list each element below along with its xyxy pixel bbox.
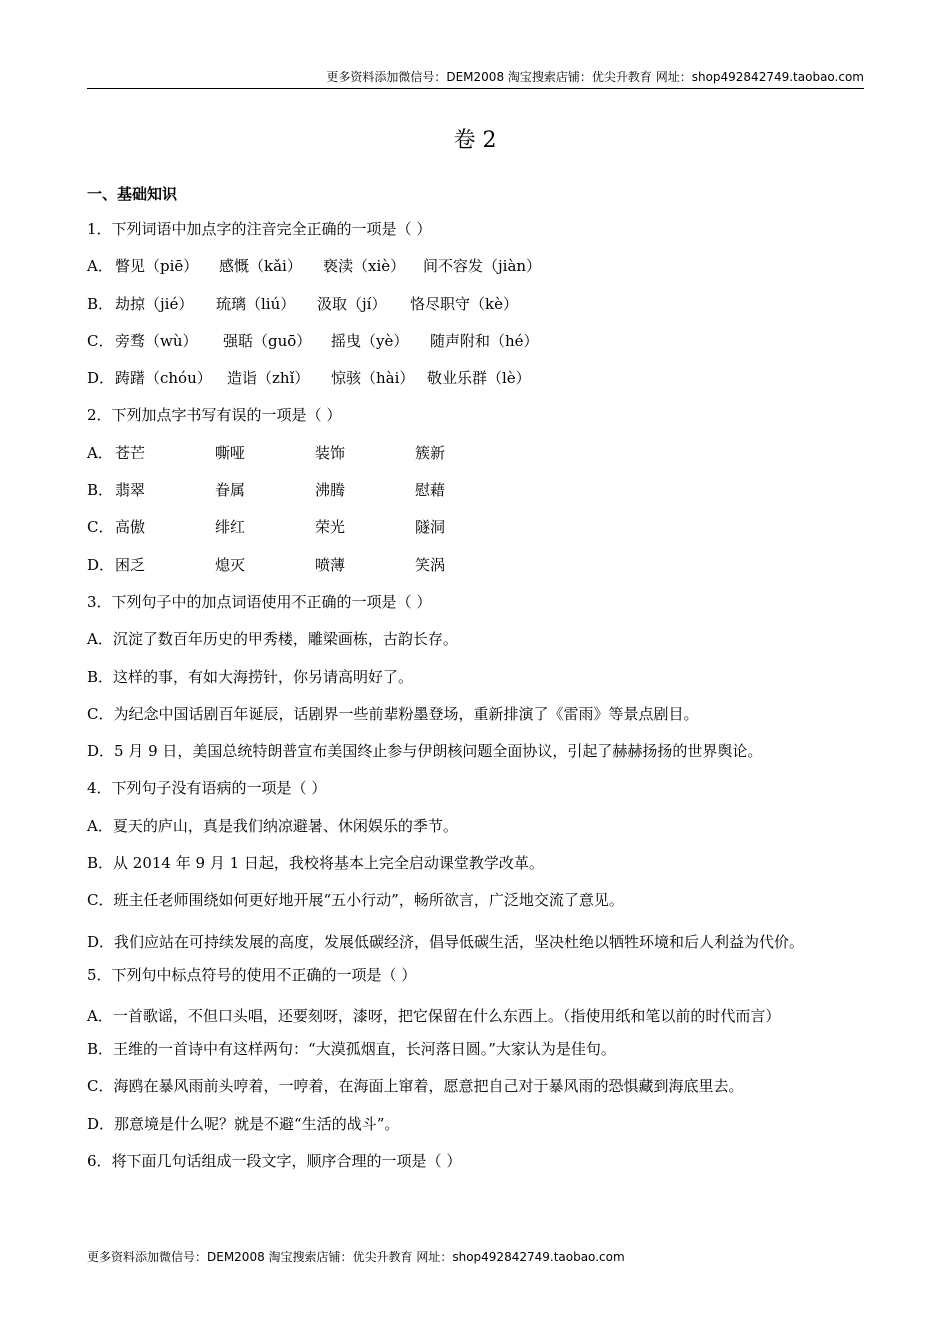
option-item: 慰藉 [415, 481, 446, 500]
q2-option-a [87, 439, 857, 467]
header-text: 更多资料添加微信号：DEM2008 淘宝搜索店铺：优尖升教育 网址：shop492842749.taobao.com [326, 70, 864, 84]
option-label: C． [87, 518, 114, 537]
option-item: 汲取（jí） [317, 294, 387, 313]
option-item: 惊骇（hài） [331, 369, 415, 388]
q4-option-d: D．我们应站在可持续发展的高度，发展低碳经济，倡导低碳生活，坚决杜绝以牺牲环境和后人利益为代价。 [87, 932, 805, 951]
q5-option-b: B．王维的一首诗中有这样两句：“大漠孤烟直，长河落日圆。”大家认为是佳句。 [87, 1039, 616, 1058]
q5-option-c: C．海鸥在暴风雨前头哼着，一哼着，在海面上窜着，愿意把自己对于暴风雨的恐惧藏到海底里去。 [87, 1077, 744, 1096]
q2-option-c [87, 513, 857, 541]
q3-option-d: D．5 月 9 日，美国总统特朗普宣布美国终止参与伊朗核问题全面协议，引起了赫赫扬扬的世界舆论。 [87, 742, 763, 761]
option-item: 强聒（guō） [223, 331, 312, 350]
q5-option-a: A．一首歌谣，不但口头唱，还要刻呀，漆呀，把它保留在什么东西上。（指使用纸和笔以前的时代而言） [87, 1006, 781, 1025]
q1-option-b [87, 290, 857, 318]
option-item: 感慨（kǎi） [219, 257, 302, 276]
option-item: 绯红 [215, 518, 246, 537]
q4-option-b: B．从 2014 年 9 月 1 日起，我校将基本上完全启动课堂教学改革。 [87, 854, 544, 873]
q2-option-d [87, 551, 857, 579]
option-label: D． [87, 369, 115, 388]
option-item: 熄灭 [215, 555, 246, 574]
q3-option-a: A．沉淀了数百年历史的甲秀楼，雕梁画栋，古韵长存。 [87, 630, 458, 649]
option-item: 间不容发（jiàn） [423, 257, 542, 276]
option-item: 嘶哑 [215, 443, 246, 462]
page-title: 卷 2 [453, 128, 497, 153]
option-label: B． [87, 294, 114, 313]
option-label: A． [87, 443, 113, 462]
option-item: 笑涡 [415, 555, 446, 574]
option-item: 隧洞 [415, 518, 446, 537]
option-item: 随声附和（hé） [430, 331, 539, 350]
q2-option-b [87, 476, 857, 504]
q4-option-c: C．班主任老师围绕如何更好地开展“五小行动”，畅所欲言，广泛地交流了意见。 [87, 891, 624, 910]
option-item: 困乏 [115, 555, 146, 574]
option-item: 恪尽职守（kè） [410, 294, 518, 313]
q3-stem: 3．下列句子中的加点词语使用不正确的一项是（ ） [87, 592, 432, 611]
option-item: 装饰 [315, 443, 346, 462]
q5-stem: 5．下列句中标点符号的使用不正确的一项是（ ） [87, 965, 417, 984]
option-item: 眷属 [215, 481, 246, 500]
page-header [87, 68, 864, 89]
q1-stem: 1．下列词语中加点字的注音完全正确的一项是（ ） [87, 220, 432, 238]
q5-option-d: D．那意境是什么呢？就是不避“生活的战斗”。 [87, 1114, 400, 1133]
q2-stem: 2．下列加点字书写有误的一项是（ ） [87, 406, 342, 425]
option-item: 沸腾 [315, 481, 346, 500]
option-item: 琉璃（liú） [216, 294, 296, 313]
q3-option-c: C．为纪念中国话剧百年诞辰，话剧界一些前辈粉墨登场，重新排演了《雷雨》等景点剧目。 [87, 704, 699, 723]
option-label: C． [87, 331, 114, 350]
option-item: 喷薄 [315, 555, 346, 574]
q1-option-c [87, 327, 857, 355]
option-item: 劫掠（jié） [115, 294, 194, 313]
footer-text: 更多资料添加微信号：DEM2008 淘宝搜索店铺：优尖升教育 网址：shop492842749.taobao.com [87, 1250, 625, 1264]
option-item: 摇曳（yè） [331, 331, 409, 350]
q1-option-a [87, 252, 857, 280]
q1-option-d [87, 364, 857, 392]
document-body [87, 180, 857, 1184]
page-footer [87, 1248, 625, 1266]
q6-stem: 6．将下面几句话组成一段文字，顺序合理的一项是（ ） [87, 1151, 462, 1170]
q3-option-b: B．这样的事，有如大海捞针，你另请高明好了。 [87, 667, 414, 686]
option-label: D． [87, 555, 115, 574]
option-item: 造诣（zhǐ） [227, 369, 310, 388]
option-item: 敬业乐群（lè） [427, 369, 531, 388]
option-item: 旁骛（wù） [115, 331, 198, 350]
option-item: 苍芒 [115, 443, 146, 462]
option-item: 高傲 [115, 518, 146, 537]
option-label: A． [87, 257, 113, 276]
option-item: 瞥见（piē） [115, 257, 199, 276]
q4-stem: 4．下列句子没有语病的一项是（ ） [87, 779, 327, 798]
option-item: 簇新 [415, 443, 446, 462]
section-heading: 一、基础知识 [87, 185, 178, 203]
option-item: 踌躇（chóu） [115, 369, 212, 388]
option-label: B． [87, 481, 114, 500]
option-item: 亵渎（xiè） [323, 257, 406, 276]
option-item: 翡翠 [115, 481, 146, 500]
q4-option-a: A．夏天的庐山，真是我们纳凉避暑、休闲娱乐的季节。 [87, 816, 458, 835]
option-item: 荣光 [315, 518, 346, 537]
